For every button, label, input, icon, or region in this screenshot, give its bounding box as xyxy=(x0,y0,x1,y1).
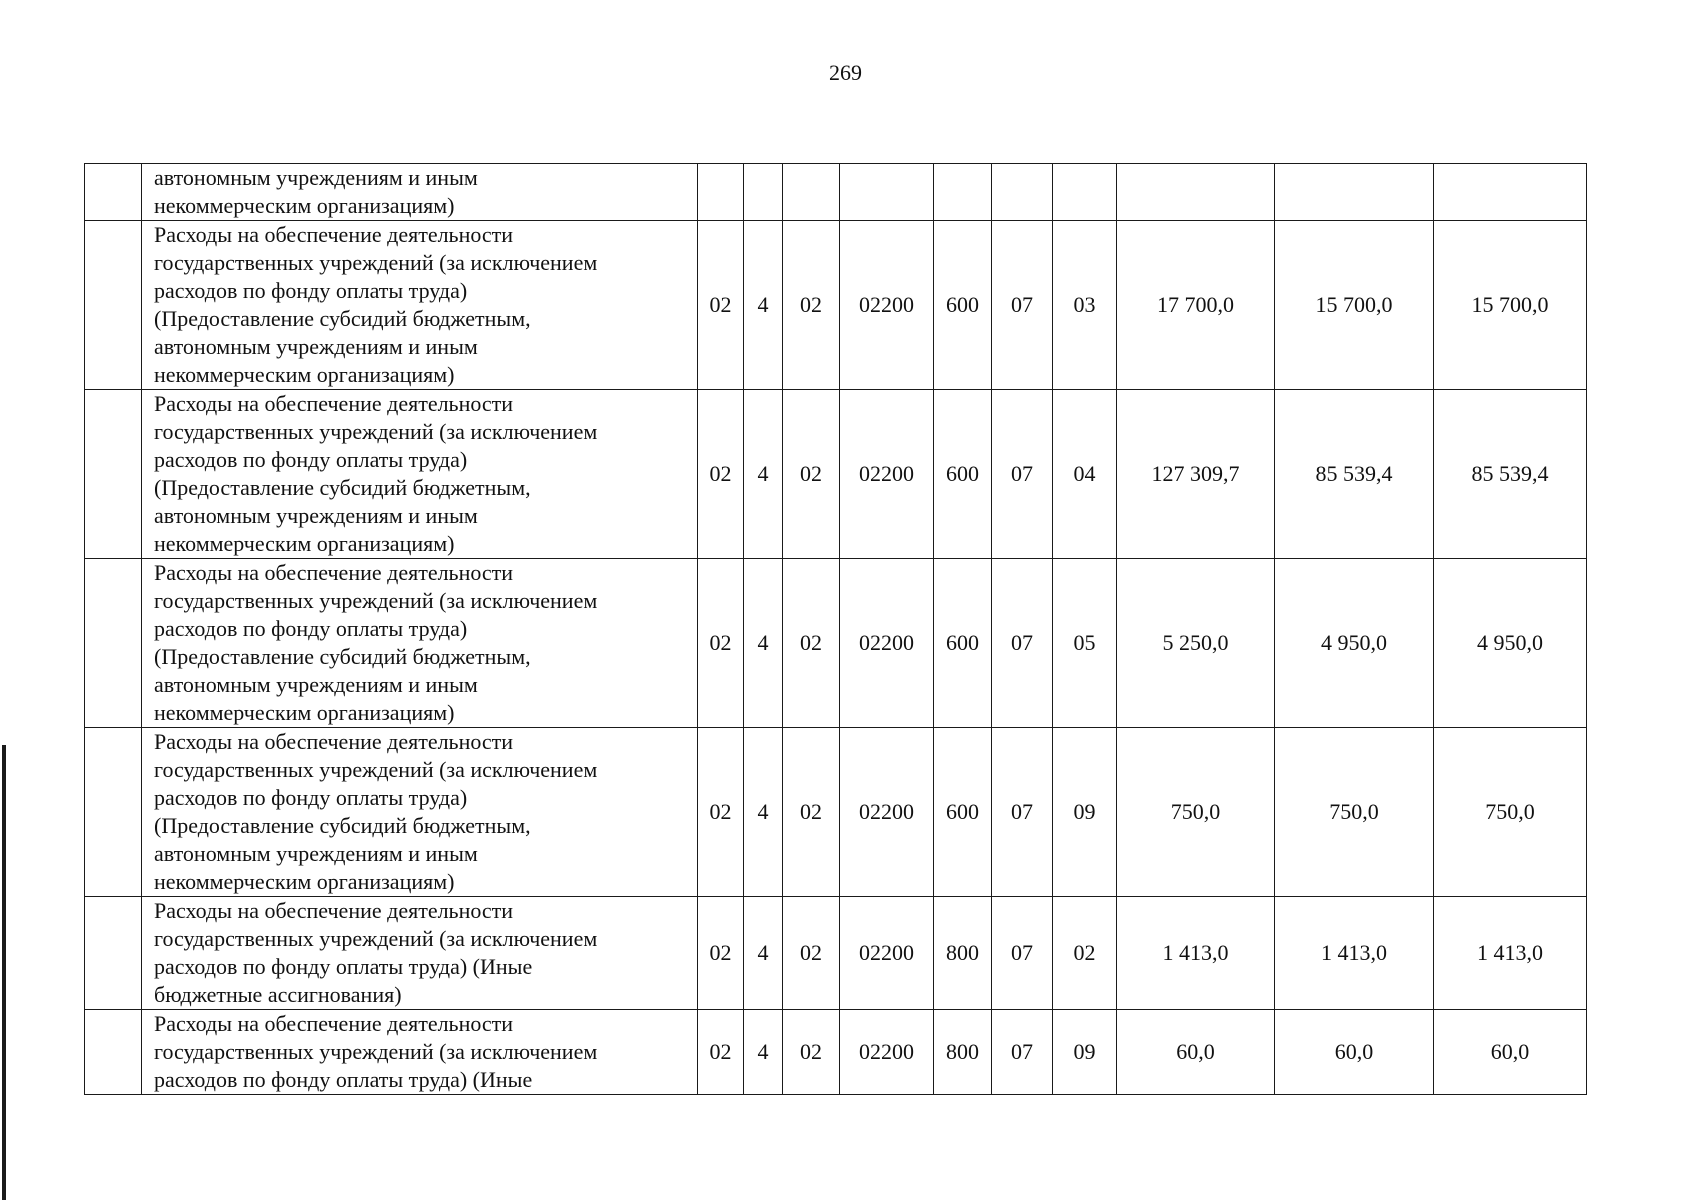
amount-cell: 1 413,0 xyxy=(1117,897,1275,1010)
description-line: Расходы на обеспечение деятельности xyxy=(154,729,514,754)
description-cell xyxy=(142,1010,698,1095)
code-cell xyxy=(1053,164,1117,221)
amount-cell: 85 539,4 xyxy=(1434,390,1587,559)
amount-cell xyxy=(1117,164,1275,221)
description-cell xyxy=(142,164,698,221)
description-line: государственных учреждений (за исключением xyxy=(154,757,598,782)
code-cell: 02 xyxy=(783,390,840,559)
code-cell: 07 xyxy=(992,559,1053,728)
description-line: автономным учреждениям и иным xyxy=(154,503,478,528)
amount-cell: 85 539,4 xyxy=(1275,390,1434,559)
code-cell xyxy=(992,164,1053,221)
code-cell: 02 xyxy=(698,897,744,1010)
page-number: 269 xyxy=(829,60,862,85)
table-row xyxy=(85,728,1587,897)
row-number-cell xyxy=(85,559,142,728)
description-line: расходов по фонду оплаты труда) xyxy=(154,447,468,472)
code-cell: 02 xyxy=(783,221,840,390)
table-row xyxy=(85,559,1587,728)
code-cell: 4 xyxy=(744,559,783,728)
code-cell: 600 xyxy=(934,221,992,390)
amount-cell: 15 700,0 xyxy=(1434,221,1587,390)
row-number-cell xyxy=(85,221,142,390)
description-cell xyxy=(142,390,698,559)
description-line: расходов по фонду оплаты труда) xyxy=(154,616,468,641)
description-cell xyxy=(142,728,698,897)
description-line: (Предоставление субсидий бюджетным, xyxy=(154,813,531,838)
code-cell: 4 xyxy=(744,390,783,559)
description-line: Расходы на обеспечение деятельности xyxy=(154,391,514,416)
amount-cell: 15 700,0 xyxy=(1275,221,1434,390)
description-line: автономным учреждениям и иным xyxy=(154,334,478,359)
code-cell: 800 xyxy=(934,897,992,1010)
code-cell: 600 xyxy=(934,559,992,728)
description-line: расходов по фонду оплаты труда) xyxy=(154,278,468,303)
code-cell xyxy=(698,164,744,221)
code-cell: 02 xyxy=(698,1010,744,1095)
description-line: Расходы на обеспечение деятельности xyxy=(154,560,514,585)
scan-edge-mark xyxy=(2,745,6,1200)
code-cell: 02 xyxy=(783,1010,840,1095)
amount-cell: 750,0 xyxy=(1275,728,1434,897)
code-cell: 05 xyxy=(1053,559,1117,728)
description-line: (Предоставление субсидий бюджетным, xyxy=(154,475,531,500)
code-cell: 02 xyxy=(698,390,744,559)
row-number-cell xyxy=(85,728,142,897)
code-cell: 02200 xyxy=(840,728,934,897)
code-cell: 02 xyxy=(783,559,840,728)
code-cell: 600 xyxy=(934,390,992,559)
description-cell xyxy=(142,559,698,728)
code-cell xyxy=(744,164,783,221)
amount-cell: 60,0 xyxy=(1117,1010,1275,1095)
row-number-cell xyxy=(85,164,142,221)
table-row xyxy=(85,1010,1587,1095)
code-cell: 04 xyxy=(1053,390,1117,559)
row-number-cell xyxy=(85,897,142,1010)
code-cell: 09 xyxy=(1053,728,1117,897)
code-cell: 07 xyxy=(992,897,1053,1010)
code-cell: 600 xyxy=(934,728,992,897)
description-line: (Предоставление субсидий бюджетным, xyxy=(154,644,531,669)
description-line: расходов по фонду оплаты труда) (Иные xyxy=(154,1067,533,1092)
description-line: государственных учреждений (за исключением xyxy=(154,588,598,613)
code-cell: 07 xyxy=(992,390,1053,559)
amount-cell: 60,0 xyxy=(1434,1010,1587,1095)
description-line: некоммерческим организациям) xyxy=(154,700,455,725)
amount-cell xyxy=(1434,164,1587,221)
amount-cell: 4 950,0 xyxy=(1275,559,1434,728)
code-cell xyxy=(783,164,840,221)
amount-cell: 4 950,0 xyxy=(1434,559,1587,728)
description-line: автономным учреждениям и иным xyxy=(154,841,478,866)
code-cell: 02200 xyxy=(840,221,934,390)
code-cell: 02200 xyxy=(840,1010,934,1095)
amount-cell: 1 413,0 xyxy=(1434,897,1587,1010)
code-cell xyxy=(840,164,934,221)
description-line: государственных учреждений (за исключением xyxy=(154,250,598,275)
amount-cell: 750,0 xyxy=(1434,728,1587,897)
amount-cell: 5 250,0 xyxy=(1117,559,1275,728)
description-line: Расходы на обеспечение деятельности xyxy=(154,222,514,247)
description-line: государственных учреждений (за исключением xyxy=(154,1039,598,1064)
description-line: расходов по фонду оплаты труда) (Иные xyxy=(154,954,533,979)
description-cell xyxy=(142,221,698,390)
code-cell: 02200 xyxy=(840,390,934,559)
code-cell: 02 xyxy=(783,728,840,897)
amount-cell: 1 413,0 xyxy=(1275,897,1434,1010)
code-cell: 02200 xyxy=(840,559,934,728)
description-line: некоммерческим организациям) xyxy=(154,193,455,218)
description-cell xyxy=(142,897,698,1010)
amount-cell: 17 700,0 xyxy=(1117,221,1275,390)
code-cell xyxy=(934,164,992,221)
table-row xyxy=(85,390,1587,559)
description-line: некоммерческим организациям) xyxy=(154,869,455,894)
table-row xyxy=(85,897,1587,1010)
description-line: автономным учреждениям и иным xyxy=(154,165,478,190)
code-cell: 4 xyxy=(744,221,783,390)
amount-cell: 750,0 xyxy=(1117,728,1275,897)
code-cell: 4 xyxy=(744,897,783,1010)
description-line: государственных учреждений (за исключением xyxy=(154,926,598,951)
code-cell: 07 xyxy=(992,728,1053,897)
code-cell: 07 xyxy=(992,221,1053,390)
description-line: некоммерческим организациям) xyxy=(154,362,455,387)
code-cell: 03 xyxy=(1053,221,1117,390)
code-cell: 02 xyxy=(698,728,744,897)
code-cell: 02 xyxy=(1053,897,1117,1010)
description-line: Расходы на обеспечение деятельности xyxy=(154,1011,514,1036)
amount-cell: 60,0 xyxy=(1275,1010,1434,1095)
code-cell: 02 xyxy=(783,897,840,1010)
description-line: бюджетные ассигнования) xyxy=(154,982,402,1007)
code-cell: 4 xyxy=(744,1010,783,1095)
table-row xyxy=(85,164,1587,221)
row-number-cell xyxy=(85,390,142,559)
description-line: автономным учреждениям и иным xyxy=(154,672,478,697)
description-line: государственных учреждений (за исключением xyxy=(154,419,598,444)
table-row xyxy=(85,221,1587,390)
code-cell: 800 xyxy=(934,1010,992,1095)
amount-cell xyxy=(1275,164,1434,221)
code-cell: 07 xyxy=(992,1010,1053,1095)
code-cell: 4 xyxy=(744,728,783,897)
budget-table xyxy=(84,163,1587,1095)
row-number-cell xyxy=(85,1010,142,1095)
code-cell: 02 xyxy=(698,221,744,390)
code-cell: 02200 xyxy=(840,897,934,1010)
description-line: Расходы на обеспечение деятельности xyxy=(154,898,514,923)
description-line: некоммерческим организациям) xyxy=(154,531,455,556)
code-cell: 02 xyxy=(698,559,744,728)
description-line: расходов по фонду оплаты труда) xyxy=(154,785,468,810)
description-line: (Предоставление субсидий бюджетным, xyxy=(154,306,531,331)
code-cell: 09 xyxy=(1053,1010,1117,1095)
amount-cell: 127 309,7 xyxy=(1117,390,1275,559)
